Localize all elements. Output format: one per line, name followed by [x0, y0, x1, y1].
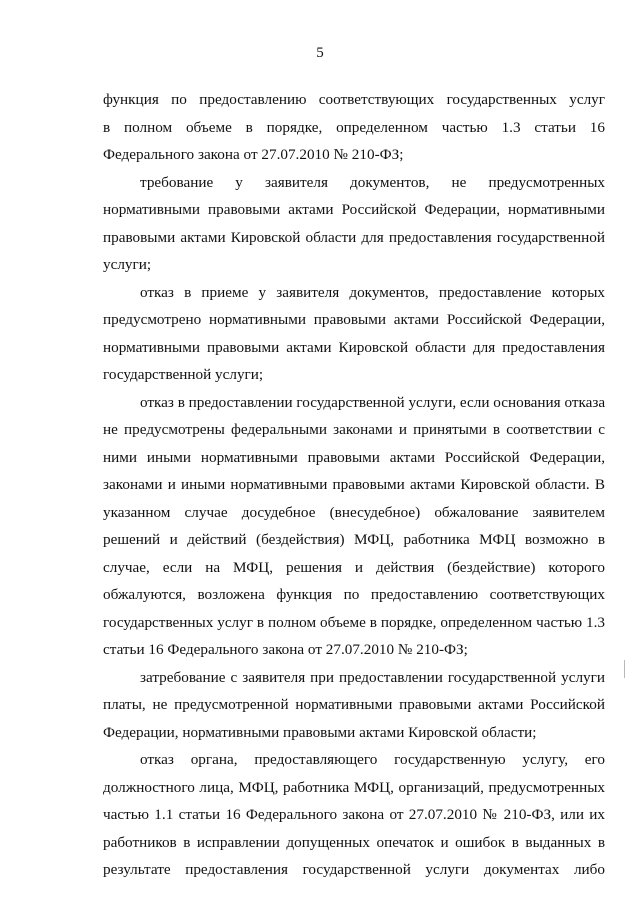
text-line: работников в исправлении допущенных опечаток и ошибок в выданных в [103, 833, 605, 851]
text-line: затребование с заявителя при предоставлении государственной услуги [140, 668, 605, 686]
text-line: Федерального закона от 27.07.2010 № 210-ФЗ; [103, 146, 404, 163]
document-body [103, 86, 605, 884]
paragraph-fee-demand [103, 664, 605, 747]
text-line: нормативными правовыми актами Кировской области для предоставления [103, 338, 605, 356]
text-line: случае, если на МФЦ, решения и действия (бездействие) которого [103, 558, 605, 576]
text-line: отказ в приеме у заявителя документов, предоставление которых [140, 283, 605, 301]
scan-edge-mark [624, 660, 625, 678]
text-line: правовыми актами Кировской области для предоставления государственной [103, 228, 605, 246]
text-line: функция по предоставлению соответствующих государственных услуг [103, 91, 605, 108]
paragraph-refusal-service [103, 389, 605, 664]
text-line: не предусмотрены федеральными законами и принятыми в соответствии с [103, 421, 605, 438]
paragraph-refusal-acceptance [103, 279, 605, 389]
text-line: решений и действий (бездействия) МФЦ, работника МФЦ возможно в [103, 531, 605, 548]
text-line: должностного лица, МФЦ, работника МФЦ, организаций, предусмотренных [103, 778, 605, 796]
paragraph-continued [103, 86, 605, 169]
text-line: нормативными правовыми актами Российской Федерации, нормативными [103, 201, 605, 218]
text-line: указанном случае досудебное (внесудебное) обжалование заявителем [103, 503, 605, 521]
text-line: статьи 16 Федерального закона от 27.07.2010 № 210-ФЗ; [103, 641, 468, 658]
text-line: отказ органа, предоставляющего государственную услугу, его [140, 751, 605, 768]
paragraph-refusal-correction [103, 746, 605, 884]
text-line: законами и иными нормативными правовыми актами Кировской области. В [103, 476, 605, 493]
text-line: результате предоставления государственной услуги документах либо [103, 861, 605, 878]
text-line: отказ в предоставлении государственной услуги, если основания отказа [140, 393, 606, 411]
text-line: государственной услуги; [103, 366, 264, 383]
text-line: государственных услуг в полном объеме в порядке, определенном частью 1.3 [103, 613, 605, 631]
text-line: платы, не предусмотренной нормативными правовыми актами Российской [103, 696, 605, 713]
text-line: в полном объеме в порядке, определенном частью 1.3 статьи 16 [103, 118, 605, 136]
text-line: частью 1.1 статьи 16 Федерального закона от 27.07.2010 № 210-ФЗ, или их [103, 806, 605, 823]
text-line: требование у заявителя документов, не предусмотренных [140, 173, 605, 191]
text-line: предусмотрено нормативными правовыми актами Российской Федерации, [103, 311, 605, 328]
text-line: обжалуются, возложена функция по предоставлению соответствующих [103, 586, 605, 603]
text-line: Федерации, нормативными правовыми актами Кировской области; [103, 723, 537, 741]
text-line: ними иными нормативными правовыми актами Российской Федерации, [103, 448, 605, 466]
page-number: 5 [316, 45, 324, 61]
paragraph-documents-requirement [103, 169, 605, 279]
text-line: услуги; [103, 256, 152, 273]
